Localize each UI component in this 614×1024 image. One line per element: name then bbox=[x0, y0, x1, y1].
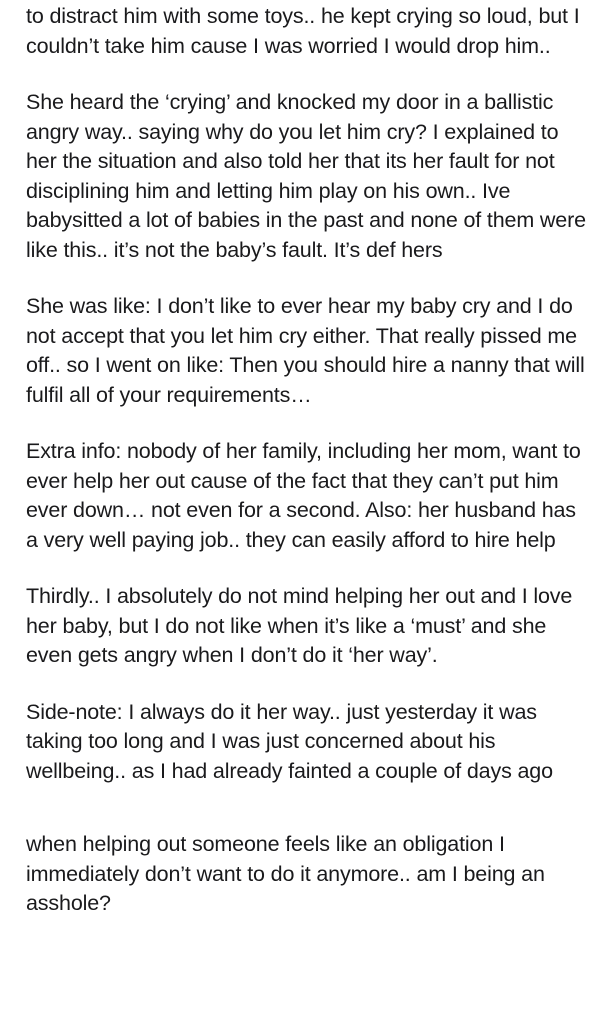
post-paragraph: Extra info: nobody of her family, including her mom, want to ever help her out cause of the fact that they can’t put him ever down… not even for a second. Also: her husband has a very well paying job.. they can easily afford to hire help bbox=[26, 439, 587, 552]
post-body bbox=[26, 0, 592, 919]
post-paragraph: when helping out someone feels like an obligation I immediately don’t want to do it anymore.. am I being an asshole? bbox=[26, 832, 551, 915]
post-paragraph: Thirdly.. I absolutely do not mind helping her out and I love her baby, but I do not like when it’s like a ‘must’ and she even gets angry when I don’t do it ‘her way’. bbox=[26, 584, 579, 667]
post-paragraph: She was like: I don’t like to ever hear my baby cry and I do not accept that you let him cry either. That really pissed me off.. so I went on like: Then you should hire a nanny that will fulfil all of your requirements… bbox=[26, 294, 591, 407]
post-paragraph: Side-note: I always do it her way.. just yesterday it was taking too long and I was just concerned about his wellbeing.. as I had already fainted a couple of days ago bbox=[26, 699, 553, 783]
post-paragraph: to distract him with some toys.. he kept crying so loud, but I couldn’t take him cause I was worried I would drop him.. bbox=[26, 4, 586, 58]
post-paragraph: She heard the ‘crying’ and knocked my door in a ballistic angry way.. saying why do you let him cry? I explained to her the situation and also told her that its her fault for not disciplining him and letting him play on his own.. Ive babysitted a lot of babies in the past and none of them were like this.. it’s not the baby’s fault. It’s def hers bbox=[26, 90, 592, 262]
